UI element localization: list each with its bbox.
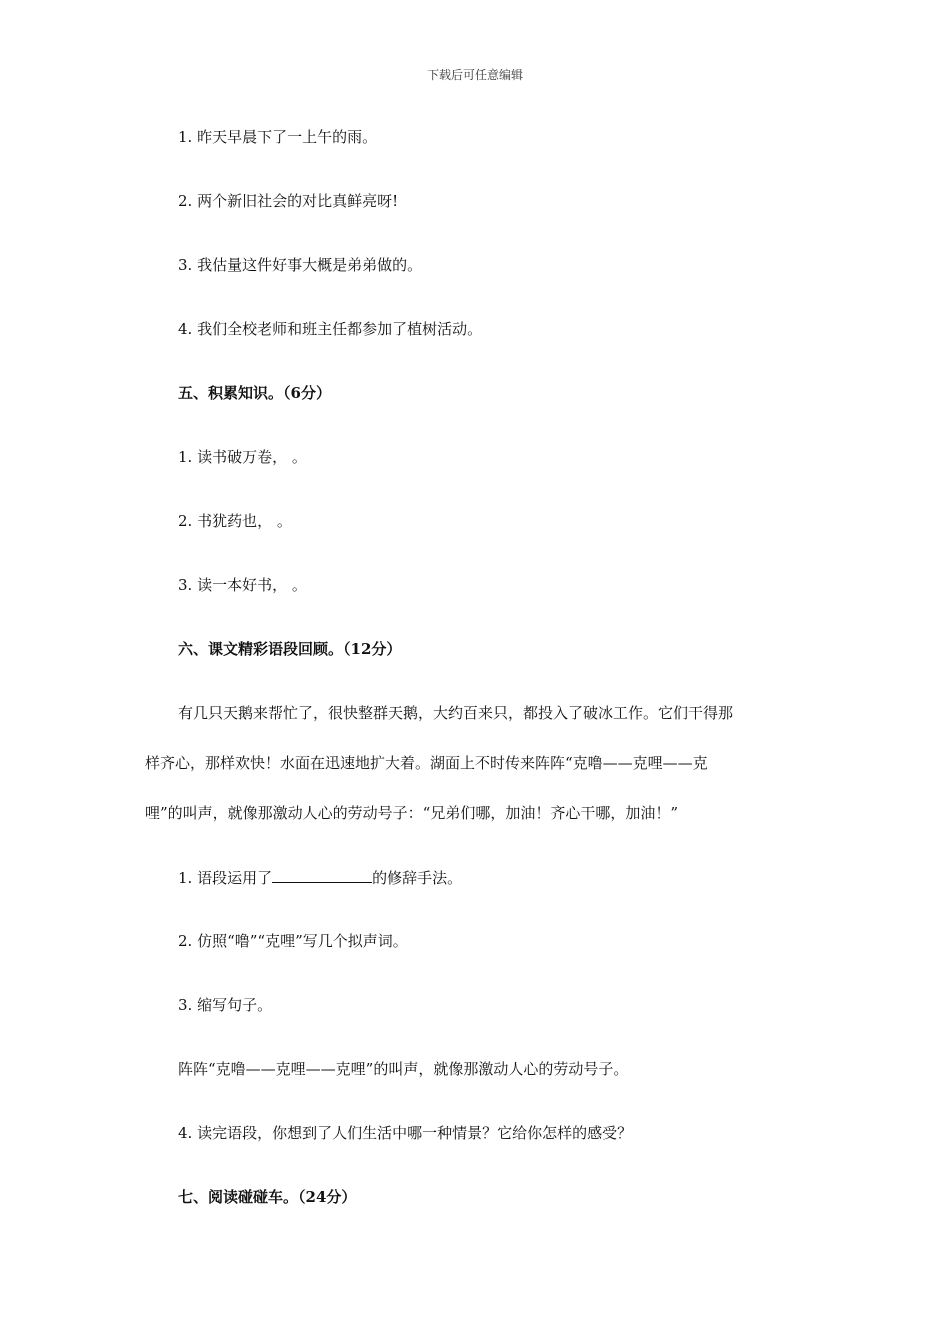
- section6-question-2: 2. 仿照“噜”“克哩”写几个拟声词。: [178, 932, 408, 950]
- section4-item-4: 4. 我们全校老师和班主任都参加了植树活动。: [178, 320, 483, 338]
- section5-title: 五、积累知识。（6分）: [178, 384, 331, 402]
- section4-item-2: 2. 两个新旧社会的对比真鲜亮呀!: [178, 192, 399, 210]
- section6-question-1: [178, 867, 462, 888]
- q1-text-after: 的修辞手法。: [372, 869, 463, 887]
- page-header: 下载后可任意编辑: [426, 68, 523, 82]
- section5-item-2: 2. 书犹药也， 。: [178, 512, 292, 530]
- section5-item-1: 1. 读书破万卷， 。: [178, 448, 307, 466]
- passage-line-2: 样齐心，那样欢快！水面在迅速地扩大着。湖面上不时传来阵阵“克噜——克哩——克: [145, 754, 708, 772]
- section4-item-1: 1. 昨天早晨下了一上午的雨。: [178, 128, 378, 146]
- section5-item-3: 3. 读一本好书， 。: [178, 576, 307, 594]
- q1-text-before: 1. 语段运用了: [178, 869, 273, 887]
- section6-question-3: 3. 缩写句子。: [178, 996, 273, 1014]
- section4-item-3: 3. 我估量这件好事大概是弟弟做的。: [178, 256, 423, 274]
- section6-title: 六、课文精彩语段回顾。（12分）: [178, 640, 402, 658]
- section7-title: 七、阅读碰碰车。（24分）: [178, 1188, 357, 1206]
- answer-blank[interactable]: [272, 867, 372, 883]
- passage-line-3: 哩”的叫声，就像那激动人心的劳动号子：“兄弟们哪，加油！齐心干哪，加油！”: [145, 804, 679, 822]
- section6-question-4: 4. 读完语段，你想到了人们生活中哪一种情景？它给你怎样的感受？: [178, 1124, 633, 1142]
- section6-question-3-sentence: 阵阵“克噜——克哩——克哩”的叫声，就像那激动人心的劳动号子。: [178, 1060, 629, 1078]
- passage-line-1: 有几只天鹅来帮忙了，很快整群天鹅，大约百来只，都投入了破冰工作。它们干得那: [178, 704, 734, 722]
